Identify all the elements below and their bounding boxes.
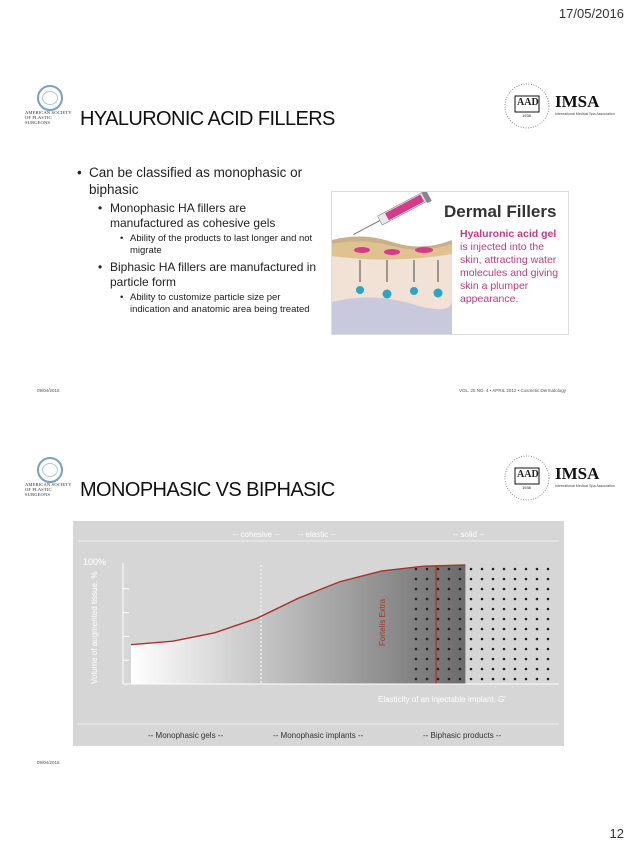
particle-dot [547, 668, 550, 671]
imsa-logo [555, 92, 615, 116]
particle-dot [426, 568, 429, 571]
particle-dot [536, 588, 539, 591]
imsa-logo-2 [555, 464, 615, 488]
caption-bold: Hyaluronic acid gel [460, 228, 557, 240]
particle-dot [470, 658, 473, 661]
particle-dot [503, 648, 506, 651]
particle-dot [547, 618, 550, 621]
particle-dot [514, 658, 517, 661]
particle-dot [492, 638, 495, 641]
particle-dot [415, 578, 418, 581]
particle-dot [514, 578, 517, 581]
particle-dot [481, 648, 484, 651]
particle-dot [470, 638, 473, 641]
particle-dot [525, 568, 528, 571]
particle-dot [459, 578, 462, 581]
particle-dot [448, 578, 451, 581]
particle-dot [470, 678, 473, 681]
imsa-logo-sub-2: International Medical Spa Association [555, 484, 615, 488]
particle-dot [437, 678, 440, 681]
particle-dot [492, 608, 495, 611]
particle-dot [525, 598, 528, 601]
particle-dot [448, 648, 451, 651]
dermal-filler-illustration [331, 191, 569, 335]
particle-dot [547, 638, 550, 641]
slide1-footer-cite: VOL. 25 NO. 4 • APRIL 2012 • Cosmetic Dermatology [458, 388, 566, 393]
particle-dot [547, 588, 550, 591]
particle-dot [415, 638, 418, 641]
particle-dot [536, 618, 539, 621]
header-date: 17/05/2016 [558, 6, 624, 21]
particle-dot [536, 678, 539, 681]
y-tick-100: 100% [83, 557, 107, 567]
particle-dot [492, 668, 495, 671]
particle-dot [503, 608, 506, 611]
particle-dot [525, 648, 528, 651]
bullet-l1: • Can be classified as monophasic or biphasic [77, 164, 317, 198]
particle-dot [492, 628, 495, 631]
particle-dot [448, 598, 451, 601]
particle-dot [503, 638, 506, 641]
particle-dot [503, 568, 506, 571]
particle-dot [448, 588, 451, 591]
annotation-fortelis: Fortelis Extra [378, 598, 387, 646]
particle-dot [481, 608, 484, 611]
aad-logo-year-2: 1938 [522, 485, 531, 490]
particle-dot [448, 568, 451, 571]
particle-dot [525, 578, 528, 581]
asps-logo-2 [25, 457, 81, 497]
particle-dot [503, 588, 506, 591]
particle-dot [492, 598, 495, 601]
imsa-logo-text: IMSA [555, 92, 600, 111]
particle-dot [437, 638, 440, 641]
particle-dot [536, 658, 539, 661]
particle-dot [547, 598, 550, 601]
particle-dot [514, 588, 517, 591]
phase-chart [73, 521, 564, 746]
particle-dot [514, 638, 517, 641]
particle-dot [481, 628, 484, 631]
particle-dot [481, 658, 484, 661]
particle-dot [503, 668, 506, 671]
particle-dot [426, 678, 429, 681]
particle-dot [415, 648, 418, 651]
bottom-label-implants: -- Monophasic implants -- [273, 731, 364, 740]
bullet-l3b: • Ability to customize particle size per indication and anatomic area being treated [120, 292, 317, 316]
particle-dot [514, 648, 517, 651]
particle-dot [547, 658, 550, 661]
illustration-heading: Dermal Fillers [444, 202, 557, 221]
aad-logo [503, 82, 551, 135]
top-label-cohesive: -- cohesive -- [233, 530, 280, 539]
particle-dot [481, 668, 484, 671]
particle-dot [426, 608, 429, 611]
particle-dot [481, 598, 484, 601]
particle-dot [426, 578, 429, 581]
particle-dot [437, 588, 440, 591]
particle-dot [426, 588, 429, 591]
particle-dot [514, 608, 517, 611]
asps-logo-text: AMERICAN SOCIETY OF PLASTIC SURGEONS [25, 110, 72, 125]
particle-dot [470, 668, 473, 671]
particle-dot [415, 658, 418, 661]
particle-dot [415, 678, 418, 681]
particle-dot [459, 628, 462, 631]
particle-dot [470, 618, 473, 621]
particle-dot [415, 618, 418, 621]
particle-dot [525, 678, 528, 681]
bullet-l3a: • Ability of the products to last longer and not migrate [120, 233, 317, 257]
particle-dot [459, 648, 462, 651]
particle-dot [470, 628, 473, 631]
particle-dot [459, 588, 462, 591]
particle-dot [470, 588, 473, 591]
particle-dot [503, 628, 506, 631]
aad-logo-2 [503, 454, 551, 507]
asps-logo-text-2: AMERICAN SOCIETY OF PLASTIC SURGEONS [25, 482, 72, 497]
particle-dot [415, 608, 418, 611]
particle-dot [536, 668, 539, 671]
particle-dot [437, 618, 440, 621]
particle-dot [492, 648, 495, 651]
aad-logo-text-2: AAD [517, 469, 539, 480]
particle-dot [426, 668, 429, 671]
particle-dot [481, 568, 484, 571]
particle-dot [536, 648, 539, 651]
slide2-footer-date: 09/04/2016 [37, 760, 60, 765]
particle-dot [448, 608, 451, 611]
particle-dot [437, 578, 440, 581]
bottom-label-gels: -- Monophasic gels -- [148, 731, 224, 740]
particle-dot [459, 568, 462, 571]
aad-logo-year: 1938 [522, 113, 531, 118]
particle-dot [437, 648, 440, 651]
particle-dot [459, 638, 462, 641]
particle-dot [426, 648, 429, 651]
illustration-caption [460, 228, 558, 306]
particle-dot [547, 578, 550, 581]
particle-dot [525, 588, 528, 591]
caption-line-2: skin, attracting water [460, 254, 557, 266]
particle-dot [426, 638, 429, 641]
aad-logo-text: AAD [517, 97, 539, 108]
particle-dot [437, 608, 440, 611]
caption-line-1: is injected into the [460, 241, 545, 253]
particle-dot [514, 668, 517, 671]
particle-dot [459, 608, 462, 611]
particle-dot [492, 588, 495, 591]
bullet-l2b: • Biphasic HA fillers are manufactured in particle form [98, 260, 317, 290]
slide-title: HYALURONIC ACID FILLERS [80, 108, 335, 130]
particle-dot [437, 598, 440, 601]
caption-line-5: appearance. [460, 293, 519, 305]
particle-dot [481, 578, 484, 581]
particle-dot [437, 658, 440, 661]
particle-dot [437, 668, 440, 671]
particle-dot [448, 618, 451, 621]
phase-chart-svg [73, 521, 564, 746]
particle-dot [536, 628, 539, 631]
slide1-footer-date: 09/04/2016 [37, 388, 60, 393]
imsa-logo-sub: International Medical Spa Association [555, 112, 615, 116]
particle-dot [415, 668, 418, 671]
asps-logo [25, 85, 81, 125]
particle-dot [426, 618, 429, 621]
particle-dot [514, 678, 517, 681]
particle-dot [492, 618, 495, 621]
bullet-l2a: • Monophasic HA fillers are manufactured as cohesive gels [98, 201, 317, 231]
particle-dot [536, 578, 539, 581]
particle-dot [525, 618, 528, 621]
particle-dot [459, 598, 462, 601]
particle-dot [448, 668, 451, 671]
particle-dot [415, 588, 418, 591]
particle-dot [459, 658, 462, 661]
particle-dot [514, 598, 517, 601]
particle-dot [426, 598, 429, 601]
particle-dot [415, 568, 418, 571]
curve-area [131, 565, 465, 684]
particle-dot [426, 658, 429, 661]
particle-dot [470, 578, 473, 581]
particle-dot [547, 608, 550, 611]
particle-dot [415, 628, 418, 631]
particle-dot [536, 608, 539, 611]
particle-dot [448, 658, 451, 661]
particle-dot [481, 618, 484, 621]
top-label-elastic: -- elastic -- [298, 530, 336, 539]
x-axis-label: Elasticity of an injectable implant, G' [378, 695, 506, 704]
particle-dot [525, 608, 528, 611]
particle-dot [470, 598, 473, 601]
particle-dot [503, 578, 506, 581]
particle-dot [492, 678, 495, 681]
page-number: 12 [609, 826, 624, 841]
particle-dot [448, 628, 451, 631]
particle-dot [459, 668, 462, 671]
y-axis-label: Volume of augmented tissue, % [90, 571, 99, 684]
particle-dot [514, 628, 517, 631]
particle-dot [415, 598, 418, 601]
particle-dot [503, 598, 506, 601]
particle-dot [448, 678, 451, 681]
particle-dot [536, 598, 539, 601]
particle-dot [437, 628, 440, 631]
particle-dot [514, 568, 517, 571]
imsa-logo-text-2: IMSA [555, 464, 600, 483]
particle-dot [525, 628, 528, 631]
particle-dot [470, 568, 473, 571]
particle-dot [492, 658, 495, 661]
particle-dot [547, 628, 550, 631]
particle-dot [525, 638, 528, 641]
particle-dot [481, 638, 484, 641]
particle-dot [470, 648, 473, 651]
particle-dot [503, 678, 506, 681]
particle-dot [547, 568, 550, 571]
particle-dot [437, 568, 440, 571]
particle-dot [426, 628, 429, 631]
particle-dot [459, 618, 462, 621]
particle-dot [503, 658, 506, 661]
particle-dot [481, 678, 484, 681]
particle-dot [525, 658, 528, 661]
particle-dot [481, 588, 484, 591]
bullet-list [77, 164, 317, 316]
particle-dot [547, 648, 550, 651]
particle-dot [536, 568, 539, 571]
top-label-solid: -- solid -- [453, 530, 485, 539]
particle-dot [448, 638, 451, 641]
slide-title-2: MONOPHASIC VS BIPHASIC [80, 479, 335, 501]
caption-line-3: molecules and giving [460, 267, 559, 279]
particle-dot [459, 678, 462, 681]
particle-dot [470, 608, 473, 611]
bottom-label-biphasic: -- Biphasic products -- [423, 731, 502, 740]
particle-dot [547, 678, 550, 681]
particle-dot [525, 668, 528, 671]
particle-dot [492, 578, 495, 581]
particle-dot [492, 568, 495, 571]
particle-dot [503, 618, 506, 621]
caption-line-4: skin a plumper [460, 280, 529, 292]
particle-dot [536, 638, 539, 641]
particle-dot [514, 618, 517, 621]
